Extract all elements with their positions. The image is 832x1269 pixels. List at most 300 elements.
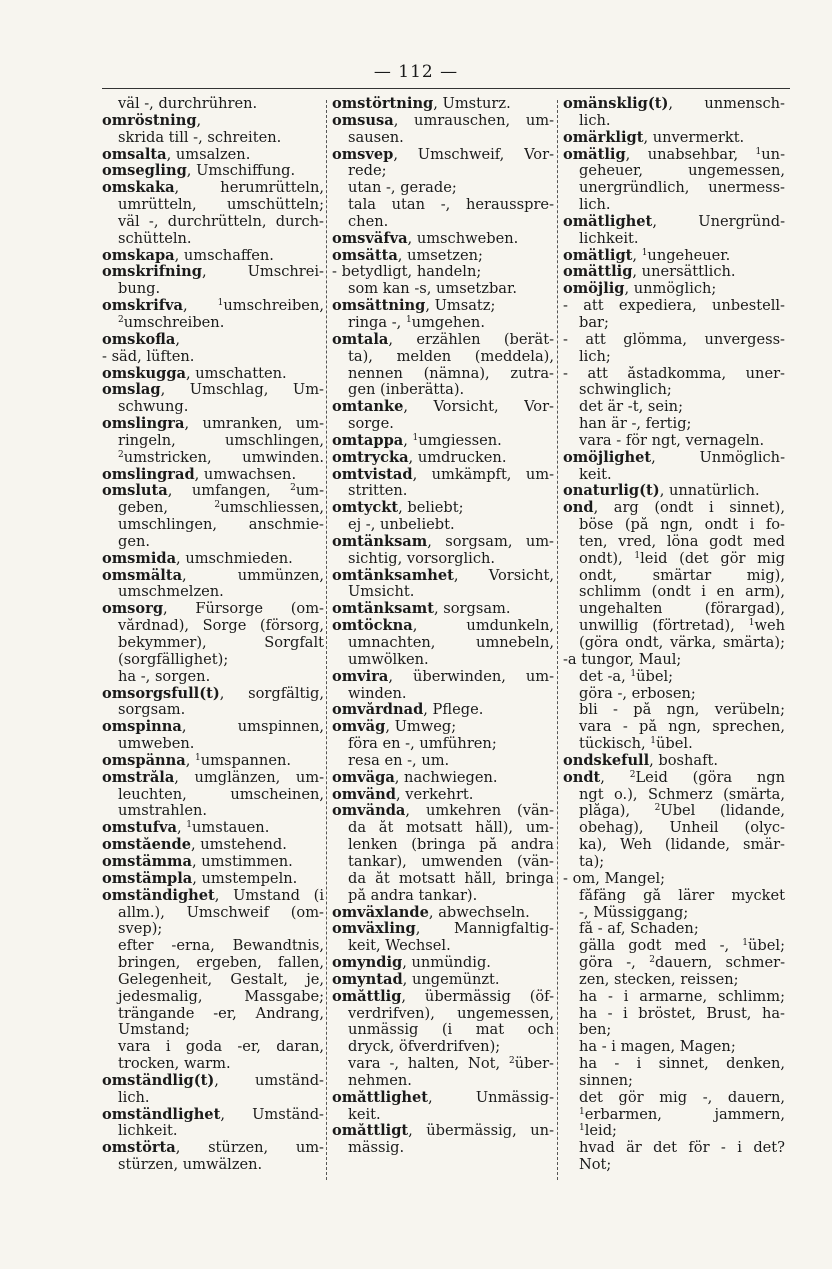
entry-continuation (332, 1107, 554, 1124)
entry-continuation (563, 1123, 785, 1140)
definition-text: , umspinnen, (181, 719, 324, 736)
entry-line (102, 248, 324, 265)
definition-text: keit, Wechsel. (348, 938, 451, 955)
definition-text: zen, stecken, reissen; (579, 971, 739, 988)
entry-line (332, 96, 554, 113)
entry-continuation (102, 787, 324, 804)
definition-text: , umdrucken. (408, 449, 507, 466)
definition-text: , verkehrt. (395, 786, 474, 803)
definition-text: geben, $^2$umschliessen, (118, 500, 324, 517)
entry-line (332, 433, 554, 450)
definition-text: fåfäng gå lärer mycket (579, 887, 785, 904)
definition-text: allm.), Umschweif (om- (118, 904, 324, 921)
entry-continuation (563, 332, 785, 349)
definition-text: , arg (ondt i sinnet), (593, 500, 785, 517)
definition-text: svep); (118, 921, 163, 938)
headword: omsmälta (102, 567, 183, 584)
definition-text: sinnen; (579, 1072, 633, 1089)
entry-line (102, 719, 324, 736)
entry-line (102, 467, 324, 484)
entry-continuation (102, 938, 324, 955)
entry-line (332, 231, 554, 248)
entry-continuation (563, 366, 785, 383)
definition-text: , $^2$Leid (göra ngn (600, 769, 785, 786)
entry-continuation (332, 888, 554, 905)
entry-continuation (102, 1056, 324, 1073)
definition-text: ungehalten (förargad), (579, 601, 785, 618)
entry-continuation (102, 1123, 324, 1140)
definition-text: , umschweben. (407, 230, 519, 247)
entry-continuation (332, 315, 554, 332)
headword: omständlig(t) (102, 1072, 215, 1089)
definition-text: lichkeit. (579, 230, 639, 247)
entry-continuation (102, 231, 324, 248)
entry-continuation (563, 686, 785, 703)
definition-text: umschlingen, anschmie- (118, 517, 324, 534)
definition-text: , umschatten. (185, 365, 287, 382)
entry-line (332, 500, 554, 517)
entry-line (563, 281, 785, 298)
entry-line (102, 1073, 324, 1090)
headword: omsorg (102, 601, 164, 618)
definition-text: det gör mig -, dauern, (579, 1089, 785, 1106)
headword: omskaka (102, 180, 175, 197)
column-divider (557, 100, 558, 1180)
definition-text: bli - på ngn, verübeln; (579, 702, 785, 719)
headword: omsalta (102, 146, 167, 163)
entry-continuation (563, 197, 785, 214)
entry-continuation (332, 130, 554, 147)
entry-continuation (102, 534, 324, 551)
definition-text: $^1$leid; (579, 1123, 617, 1140)
definition-text: tückisch, $^1$übel. (579, 736, 693, 753)
definition-text: - betydligt, handeln; (332, 264, 482, 281)
definition-text: på andra tankar). (348, 887, 478, 904)
definition-text: sorge. (348, 416, 394, 433)
entry-continuation (563, 837, 785, 854)
headword: omåttlig (332, 988, 402, 1005)
entry-continuation (563, 803, 785, 820)
definition-text: väl -, durchrühren. (118, 96, 258, 112)
entry-line (102, 163, 324, 180)
headword: omtappa (332, 432, 404, 449)
definition-text: , unmöglich; (624, 281, 717, 298)
entry-line (563, 96, 785, 113)
definition-text: bung. (118, 281, 161, 298)
entry-continuation (332, 837, 554, 854)
entry-continuation (563, 113, 785, 130)
definition-text: , Fürsorge (om- (163, 601, 324, 618)
definition-text: ha - i sinnet, denken, (579, 1056, 785, 1073)
entry-line (563, 264, 785, 281)
entry-continuation (563, 163, 785, 180)
entry-continuation (332, 517, 554, 534)
entry-continuation (332, 281, 554, 298)
headword: omsättning (332, 298, 426, 315)
entry-line (332, 467, 554, 484)
entry-continuation (332, 938, 554, 955)
entry-line (102, 854, 324, 871)
headword: omöjlighet (563, 449, 652, 466)
entry-continuation (332, 366, 554, 383)
headword: omslingra (102, 416, 185, 433)
entry-continuation (563, 349, 785, 366)
headword: omätlig (563, 146, 626, 163)
definition-text: ben; (579, 1022, 612, 1039)
entry-line (332, 921, 554, 938)
definition-text: lenken (bringa på andra (348, 837, 554, 854)
headword: omsegling (102, 163, 187, 180)
headword: omsorgsfull(t) (102, 685, 220, 702)
definition-text: ta); (579, 853, 605, 870)
entry-continuation (102, 669, 324, 686)
definition-text: , unnatürlich. (659, 483, 760, 500)
headword: omskrifning (102, 264, 202, 281)
definition-text: plåga), $^2$Übel (lidande, (579, 803, 785, 820)
entry-continuation (563, 787, 785, 804)
definition-text: , umsalzen. (166, 146, 251, 163)
entry-continuation (102, 349, 324, 366)
headword: omtvistad (332, 466, 413, 483)
definition-text: Gelegenheit, Gestalt, je, (118, 971, 324, 988)
entry-line (102, 551, 324, 568)
definition-text: gen. (118, 533, 151, 550)
definition-text: - att åstadkomma, uner- (563, 365, 785, 382)
entry-continuation (563, 854, 785, 871)
entry-line (332, 248, 554, 265)
definition-text: unwillig (förtretad), $^1$weh (579, 618, 785, 635)
definition-text: ha - i bröstet, Brust, ha- (579, 1005, 785, 1022)
entry-line (332, 618, 554, 635)
entry-line (102, 753, 324, 770)
definition-text: stürzen, umwälzen. (118, 1157, 263, 1174)
definition-text: winden. (348, 685, 407, 702)
entry-continuation (332, 1056, 554, 1073)
definition-text: geheuer, ungemessen, (579, 163, 785, 180)
entry-continuation (563, 551, 785, 568)
definition-text: , Umschrei- (201, 264, 324, 281)
headword: omvänd (332, 786, 396, 803)
definition-text: sichtig, vorsorglich. (348, 550, 496, 567)
definition-text: , übermässig (öf- (401, 988, 554, 1005)
dictionary-column-middle (332, 96, 554, 1157)
definition-text: lich. (579, 112, 611, 129)
entry-continuation (332, 635, 554, 652)
entry-continuation (102, 989, 324, 1006)
entry-continuation (563, 1056, 785, 1073)
definition-text: - att expediera, unbestell- (563, 298, 785, 315)
definition-text: ondt, smärtar mig), (579, 567, 785, 584)
entry-continuation (563, 1140, 785, 1157)
definition-text: umweben. (118, 736, 195, 753)
definition-text: , $^1$ungeheuer. (632, 247, 731, 264)
definition-text: , unersättlich. (632, 264, 736, 281)
headword: omstämpla (102, 870, 193, 887)
definition-text: - om, Mangel; (563, 870, 666, 887)
definition-text: ringa -, $^1$umgehen. (348, 314, 485, 331)
headword: omväg (332, 719, 386, 736)
definition-text: da åt motsatt håll, bringa (348, 870, 554, 887)
definition-text: chen. (348, 213, 389, 230)
definition-text: , unabsehbar, $^1$un- (625, 146, 785, 163)
entry-continuation (563, 871, 785, 888)
entry-continuation (102, 450, 324, 467)
definition-text: unergründlich, unermess- (579, 180, 785, 197)
definition-text: , Pflege. (423, 702, 484, 719)
entry-line (102, 298, 324, 315)
dictionary-column-left (102, 96, 324, 1174)
definition-text: (sorgfällighet); (118, 651, 229, 668)
headword: omätlighet (563, 213, 653, 230)
headword: omskrifva (102, 298, 183, 315)
entry-line (332, 534, 554, 551)
entry-line (102, 1140, 324, 1157)
entry-continuation (102, 315, 324, 332)
entry-continuation (563, 298, 785, 315)
entry-continuation (102, 905, 324, 922)
definition-text: - att glömma, unvergess- (563, 331, 785, 348)
headword: omskapa (102, 247, 175, 264)
definition-text: väl -, durchrütteln, durch- (118, 213, 324, 230)
definition-text: som kan -s, umsetzbar. (348, 281, 518, 298)
headword: omspänna (102, 752, 186, 769)
entry-line (332, 972, 554, 989)
entry-line (332, 450, 554, 467)
definition-text: ha - i armarne, schlimm; (579, 988, 785, 1005)
headword: omtänksamt (332, 601, 434, 618)
entry-continuation (563, 888, 785, 905)
headword: onaturlig(t) (563, 483, 660, 500)
definition-text: vara -, halten, Not, $^2$über- (348, 1056, 554, 1073)
definition-text: lich. (118, 1089, 150, 1106)
definition-text: rede; (348, 163, 387, 180)
entry-continuation (332, 1039, 554, 1056)
entry-line (563, 450, 785, 467)
definition-text: lich. (579, 197, 611, 214)
entry-continuation (332, 820, 554, 837)
entry-line (102, 871, 324, 888)
definition-text: , $^1$umspannen. (185, 752, 291, 769)
entry-continuation (102, 652, 324, 669)
page-number: — 112 — (373, 62, 459, 82)
entry-line (102, 382, 324, 399)
definition-text: han är -, fertig; (579, 416, 692, 433)
definition-text: , sorgsam, um- (427, 533, 554, 550)
entry-continuation (563, 719, 785, 736)
entry-continuation (102, 1039, 324, 1056)
definition-text: ka), Weh (lidande, smär- (579, 837, 785, 854)
definition-text: bekymmer), Sorgfalt (118, 635, 324, 651)
entry-continuation (102, 702, 324, 719)
entry-line (563, 770, 785, 787)
headword: omstråla (102, 769, 175, 786)
definition-text: umrütteln, umschütteln; (118, 197, 324, 214)
entry-line (563, 248, 785, 265)
definition-text: , umschaffen. (174, 247, 274, 264)
headword: omänsklig(t) (563, 96, 669, 112)
definition-text: , ungemünzt. (402, 971, 500, 988)
definition-text: , Vorsicht, Vor- (403, 399, 554, 416)
headword: omåttligt (332, 1123, 409, 1140)
entry-line (563, 500, 785, 517)
entry-line (332, 332, 554, 349)
definition-text: Not; (579, 1157, 612, 1174)
entry-continuation (102, 197, 324, 214)
entry-continuation (332, 1140, 554, 1157)
entry-continuation (102, 1022, 324, 1039)
headword: omtala (332, 331, 389, 348)
entry-continuation (563, 1039, 785, 1056)
entry-continuation (102, 399, 324, 416)
definition-text: Umstand; (118, 1022, 190, 1039)
headword: omröstning (102, 112, 197, 129)
definition-text: mässig. (348, 1140, 405, 1157)
headword: omsluta (102, 483, 168, 500)
headword: omväxling (332, 921, 416, 938)
definition-text: unmässig (i mat och (348, 1022, 554, 1039)
definition-text: - säd, lüften. (102, 348, 195, 365)
headword: omättlig (563, 264, 633, 281)
definition-text: schwung. (118, 399, 189, 416)
headword: omtänksamhet (332, 567, 454, 584)
entry-line (102, 147, 324, 164)
entry-line (102, 770, 324, 787)
entry-line (332, 770, 554, 787)
definition-text: vara - på ngn, sprechen, (579, 719, 785, 736)
entry-continuation (332, 382, 554, 399)
entry-continuation (563, 618, 785, 635)
entry-continuation (332, 349, 554, 366)
headword: omstämma (102, 853, 192, 870)
headword: omsvep (332, 146, 394, 163)
headword: omständighet (102, 887, 215, 904)
definition-text: ha - i magen, Magen; (579, 1039, 736, 1056)
entry-continuation (102, 955, 324, 972)
definition-text: , Unmässig- (428, 1089, 554, 1106)
definition-text: , herumrütteln, (174, 180, 324, 197)
entry-continuation (102, 214, 324, 231)
definition-text: hvad är det för - i det? (579, 1140, 785, 1157)
definition-text: , unvermerkt. (643, 129, 745, 146)
entry-line (102, 366, 324, 383)
definition-text: nehmen. (348, 1072, 412, 1089)
entry-line (332, 989, 554, 1006)
headword: omyndig (332, 955, 403, 972)
headword: omväxlande (332, 904, 429, 921)
entry-continuation (563, 568, 785, 585)
entry-continuation (563, 382, 785, 399)
definition-text: , Unmöglich- (651, 449, 785, 466)
entry-continuation (102, 1157, 324, 1174)
entry-continuation (102, 584, 324, 601)
entry-line (332, 113, 554, 130)
entry-line (332, 905, 554, 922)
definition-text: , $^1$umschreiben, (182, 298, 324, 315)
headword: omvända (332, 803, 406, 820)
headword: omsusa (332, 112, 394, 129)
entry-continuation (332, 197, 554, 214)
entry-continuation (332, 214, 554, 231)
definition-text: ha -, sorgen. (118, 668, 211, 685)
entry-line (102, 180, 324, 197)
definition-text: det -a, $^1$übel; (579, 668, 674, 685)
definition-text: ngt o.), Schmerz (smärta, (579, 786, 785, 803)
entry-line (102, 113, 324, 130)
dictionary-column-right (563, 96, 785, 1174)
definition-text: det är -t, sein; (579, 399, 683, 416)
headword: omtanke (332, 399, 404, 416)
entry-continuation (563, 315, 785, 332)
definition-text: gälla godt med -, $^1$übel; (579, 938, 785, 955)
definition-text: , umdunkeln, (412, 618, 554, 635)
definition-text: nennen (nämna), zutra- (348, 365, 554, 382)
definition-text: trocken, warm. (118, 1056, 231, 1073)
entry-continuation (563, 517, 785, 534)
definition-text: , überwinden, um- (388, 668, 554, 685)
entry-continuation (563, 820, 785, 837)
entry-continuation (332, 416, 554, 433)
definition-text: gen (inberätta). (348, 382, 465, 399)
entry-continuation (563, 1006, 785, 1023)
definition-text: , umstempeln. (192, 870, 298, 887)
entry-line (102, 483, 324, 500)
definition-text: umwölken. (348, 651, 429, 668)
definition-text: , Mannigfaltig- (415, 921, 554, 938)
definition-text: , unmensch- (668, 96, 785, 112)
definition-text: , Umsturz. (433, 96, 511, 112)
entry-line (332, 568, 554, 585)
definition-text: keit. (348, 1106, 381, 1123)
entry-continuation (332, 584, 554, 601)
definition-text: , umfangen, $^2$um- (167, 483, 324, 500)
headword: omstående (102, 837, 191, 854)
entry-continuation (563, 1157, 785, 1174)
entry-line (332, 1090, 554, 1107)
entry-continuation (563, 905, 785, 922)
definition-text: , Umschweif, Vor- (393, 146, 554, 163)
entry-continuation (332, 180, 554, 197)
definition-text: , umrauschen, um- (393, 112, 554, 129)
entry-line (332, 803, 554, 820)
definition-text: , umstehend. (190, 837, 287, 854)
definition-text: tala utan -, heraussprе- (348, 197, 554, 214)
definition-text: Umsicht. (348, 584, 415, 601)
entry-line (563, 753, 785, 770)
headword: omspinna (102, 719, 182, 736)
entry-continuation (563, 652, 785, 669)
entry-line (102, 888, 324, 905)
headword: ond (563, 500, 594, 517)
entry-line (332, 669, 554, 686)
entry-line (332, 601, 554, 618)
definition-text: föra en -, umführen; (348, 736, 497, 753)
definition-text: ringeln, umschlingen, (118, 432, 324, 449)
headword: omsväfva (332, 230, 408, 247)
headword: omskofla (102, 331, 176, 348)
definition-text: resa en -, um. (348, 752, 450, 769)
definition-text: trängande -er, Andrang, (118, 1005, 324, 1022)
entry-continuation (102, 803, 324, 820)
definition-text: verdrifven), ungemessen, (348, 1005, 554, 1022)
definition-text: , stürzen, um- (175, 1140, 324, 1157)
entry-continuation (102, 281, 324, 298)
definition-text: $^2$umschreiben. (118, 314, 225, 331)
entry-continuation (563, 1022, 785, 1039)
definition-text: , ummünzen, (182, 567, 324, 584)
entry-continuation (332, 652, 554, 669)
entry-continuation (102, 736, 324, 753)
definition-text: -a tungor, Maul; (563, 651, 682, 668)
